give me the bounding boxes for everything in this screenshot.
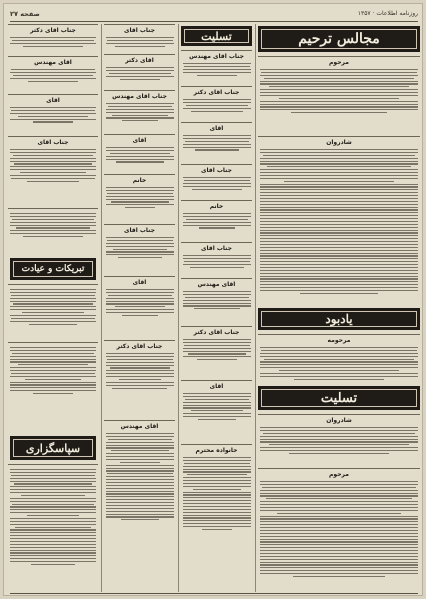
notice-item xyxy=(8,24,98,49)
notice-text xyxy=(8,347,98,394)
page-header xyxy=(10,8,418,20)
notice-text xyxy=(181,135,252,151)
notice-heading: آقای xyxy=(46,97,60,104)
footer-rule xyxy=(10,593,418,594)
notice-heading: جناب آقای دکتر xyxy=(193,89,240,96)
notice-item xyxy=(104,90,175,123)
notice-heading: خانم xyxy=(132,177,147,184)
notice-item xyxy=(181,326,252,362)
section-banner xyxy=(258,386,420,410)
section-banner xyxy=(258,308,420,330)
notice-item xyxy=(104,340,175,390)
notice-item xyxy=(104,24,175,49)
section-banner xyxy=(181,26,252,46)
notice-text xyxy=(104,103,175,121)
left-column xyxy=(8,24,98,594)
notice-item xyxy=(258,56,420,115)
notice-heading: آقای مهندس xyxy=(197,281,236,288)
notice-heading: جناب آقای دکتر xyxy=(193,329,240,336)
banner-title: سپاسگزاری xyxy=(13,439,93,457)
notice-text xyxy=(8,213,98,237)
notice-heading: آقای مهندس xyxy=(120,423,159,430)
section-banner xyxy=(10,258,96,280)
notice-item xyxy=(258,334,420,382)
notice-text xyxy=(181,99,252,112)
notice-text xyxy=(104,433,175,520)
notice-text xyxy=(258,149,420,294)
notice-heading: شادروان xyxy=(326,417,352,424)
notice-item xyxy=(181,380,252,422)
notice-item xyxy=(8,342,98,396)
notice-item xyxy=(258,136,420,296)
column-divider xyxy=(101,24,102,592)
notice-item xyxy=(181,122,252,152)
notice-item xyxy=(104,420,175,522)
notice-item xyxy=(104,134,175,164)
notice-item xyxy=(181,278,252,311)
notice-text xyxy=(8,469,98,565)
newspaper-page xyxy=(3,3,423,596)
column-divider xyxy=(255,24,256,592)
column-divider xyxy=(178,24,179,592)
section-banner xyxy=(10,436,96,460)
notice-text xyxy=(181,457,252,530)
notice-text xyxy=(8,289,98,325)
banner-title: تسلیت xyxy=(184,29,249,43)
notice-heading: جناب آقای دکتر xyxy=(30,27,76,34)
notice-item xyxy=(104,174,175,210)
center-left-column xyxy=(104,24,175,594)
notice-item xyxy=(181,242,252,269)
notice-text xyxy=(104,67,175,80)
notice-heading: شادروان xyxy=(326,139,352,146)
notice-text xyxy=(104,147,175,163)
notice-text xyxy=(104,353,175,389)
notice-item xyxy=(181,444,252,532)
notice-text xyxy=(258,69,420,113)
notice-heading: جناب آقای xyxy=(124,227,155,234)
notice-item xyxy=(104,276,175,318)
banner-title: مجالس ترحیم xyxy=(261,29,417,49)
notice-heading: جناب آقای دکتر xyxy=(116,343,163,350)
notice-text xyxy=(181,291,252,309)
notice-heading: آقای xyxy=(132,137,147,144)
notice-heading: آقای xyxy=(209,125,224,132)
banner-title: تبریکات و عیادت xyxy=(13,261,93,277)
notice-item xyxy=(8,94,98,124)
header-rule xyxy=(10,21,418,22)
notice-text xyxy=(8,149,98,182)
notice-item xyxy=(181,164,252,191)
notice-text xyxy=(104,237,175,258)
notice-item xyxy=(181,50,252,77)
notice-item xyxy=(8,464,98,567)
notice-item xyxy=(8,284,98,326)
notice-text xyxy=(104,37,175,47)
notice-heading: جناب آقای xyxy=(201,245,232,252)
notice-heading: مرحوم xyxy=(329,471,349,478)
notice-text xyxy=(8,37,98,47)
notice-heading: خانواده محترم xyxy=(195,447,238,454)
notice-item xyxy=(181,86,252,113)
notice-text xyxy=(181,177,252,190)
notice-text xyxy=(181,339,252,360)
notice-text xyxy=(258,481,420,577)
notice-heading: جناب آقای xyxy=(124,27,155,34)
notice-heading: جناب آقای xyxy=(201,167,232,174)
notice-heading: جناب آقای مهندس xyxy=(189,53,244,60)
notice-text xyxy=(8,107,98,123)
notice-heading: مرحومه xyxy=(327,337,351,344)
notice-text xyxy=(181,255,252,268)
notice-heading: جناب آقای xyxy=(37,139,69,146)
banner-title: یادبود xyxy=(261,311,417,327)
notice-item xyxy=(8,208,98,239)
notice-heading: آقای دکتر xyxy=(125,57,154,64)
notice-heading: جناب آقای مهندس xyxy=(112,93,167,100)
notice-item xyxy=(104,54,175,81)
page-number: صفحه ۲۷ xyxy=(10,10,40,18)
notice-item xyxy=(181,200,252,230)
notice-item xyxy=(258,414,420,456)
notice-heading: مرحوم xyxy=(329,59,349,66)
notice-text xyxy=(258,427,420,454)
notice-text xyxy=(181,393,252,420)
notice-text xyxy=(104,187,175,208)
notice-text xyxy=(181,63,252,76)
center-column xyxy=(181,24,252,594)
dateline: روزنامه اطلاعات · ۱۳۵۷ xyxy=(357,10,418,17)
notice-item xyxy=(104,224,175,260)
section-banner xyxy=(258,26,420,52)
notice-text xyxy=(181,213,252,229)
notice-text xyxy=(258,347,420,380)
notice-heading: آقای xyxy=(209,383,224,390)
notice-text xyxy=(8,69,98,82)
banner-title: تسلیت xyxy=(261,389,417,407)
notice-item xyxy=(8,136,98,184)
notice-heading: آقای مهندس xyxy=(34,59,72,66)
notice-heading: خانم xyxy=(209,203,224,210)
notice-heading: آقای xyxy=(132,279,147,286)
right-column xyxy=(258,24,420,594)
notice-item xyxy=(8,56,98,83)
notice-text xyxy=(104,289,175,316)
notice-item xyxy=(258,468,420,579)
